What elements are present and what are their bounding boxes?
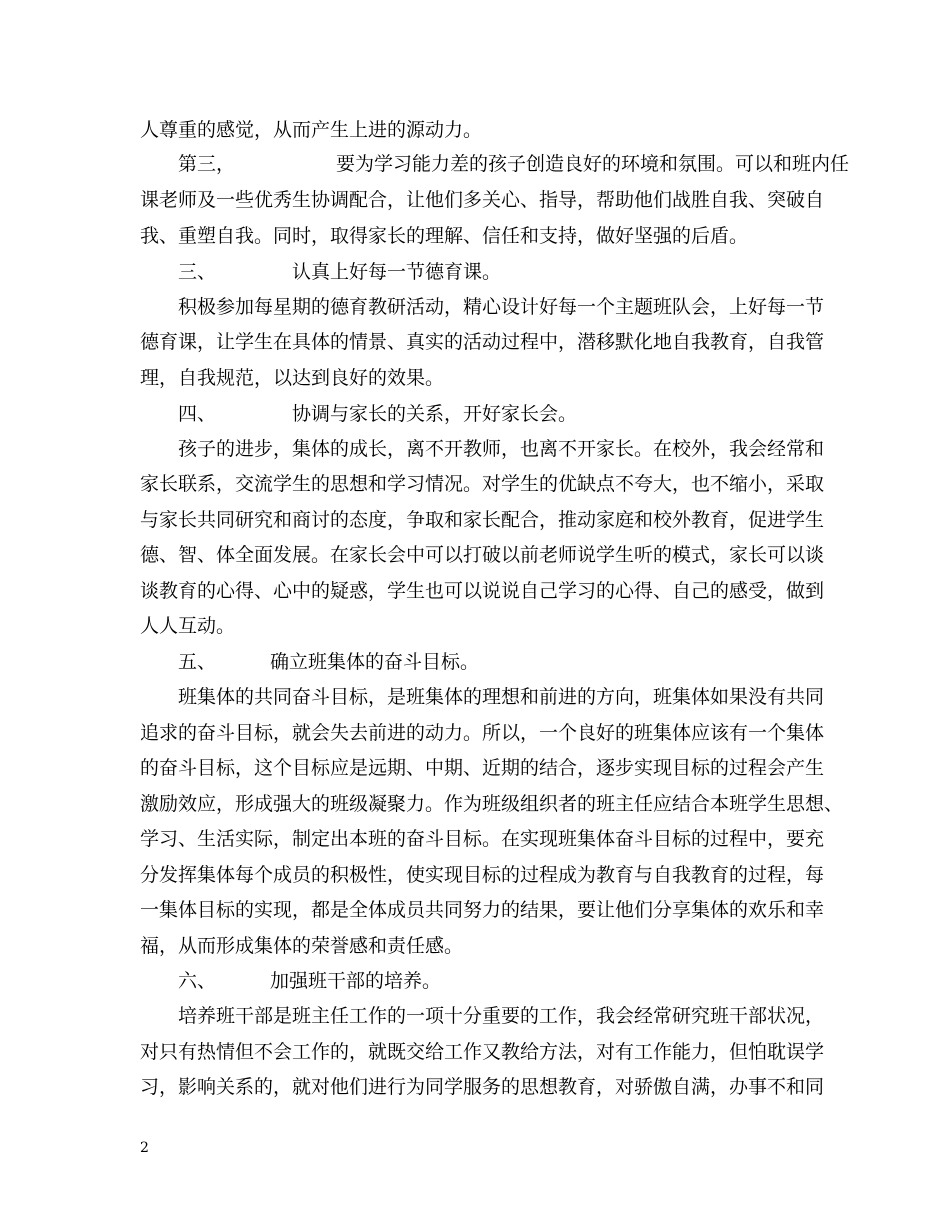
- paragraph-line: 谈教育的心得、心中的疑惑，学生也可以说说自己学习的心得、自己的感受，做到: [140, 580, 825, 602]
- paragraph-line: 德育课，让学生在具体的情景、真实的活动过程中，潜移默化地自我教育，自我管: [140, 331, 825, 353]
- paragraph-line: 的奋斗目标，这个目标应是远期、中期、近期的结合，逐步实现目标的过程会产生: [140, 757, 825, 779]
- section-number: 六、: [178, 970, 217, 992]
- paragraph-line: [178, 152, 849, 176]
- paragraph-line: 我、重塑自我。同时，取得家长的理解、信任和支持，做好坚强的后盾。: [140, 225, 749, 247]
- section-title: 加强班干部的培养。: [270, 970, 442, 992]
- section-number: 五、: [178, 651, 217, 673]
- section-heading: [178, 260, 501, 284]
- paragraph-line: 积极参加每星期的德育教研活动，精心设计好每一个主题班队会，上好每一节: [178, 296, 825, 318]
- section-title: 确立班集体的奋斗目标。: [270, 651, 480, 673]
- section-label: 第三，: [178, 153, 236, 175]
- paragraph-line: 德、智、体全面发展。在家长会中可以打破以前老师说学生听的模式，家长可以谈: [140, 544, 825, 566]
- paragraph-line: 与家长共同研究和商讨的态度，争取和家长配合，推动家庭和校外教育，促进学生: [140, 509, 825, 531]
- paragraph-line: 孩子的进步，集体的成长，离不开教师，也离不开家长。在校外，我会经常和: [178, 438, 825, 460]
- paragraph-line: 人尊重的感觉，从而产生上进的源动力。: [140, 119, 483, 141]
- paragraph-line: 分发挥集体每个成员的积极性，使实现目标的过程成为教育与自我教育的过程，每: [140, 864, 825, 886]
- section-heading: [178, 402, 577, 426]
- paragraph-line: 家长联系，交流学生的思想和学习情况。对学生的优缺点不夸大，也不缩小，采取: [140, 473, 825, 495]
- paragraph-line: 对只有热情但不会工作的，就既交给工作又教给方法，对有工作能力，但怕耽误学: [140, 1041, 825, 1063]
- paragraph-line: 一集体目标的实现，都是全体成员共同努力的结果，要让他们分享集体的欢乐和幸: [140, 899, 825, 921]
- section-number: 四、: [178, 403, 217, 425]
- paragraph-line: 人人互动。: [140, 615, 236, 637]
- paragraph-line: 理，自我规范，以达到良好的效果。: [140, 367, 445, 389]
- section-heading: [178, 969, 441, 993]
- paragraph-line: 学习、生活实际，制定出本班的奋斗目标。在实现班集体奋斗目标的过程中，要充: [140, 828, 825, 850]
- paragraph-line: 培养班干部是班主任工作的一项十分重要的工作，我会经常研究班干部状况，: [178, 1005, 825, 1027]
- paragraph-line: 习，影响关系的，就对他们进行为同学服务的思想教育，对骄傲自满，办事不和同: [140, 1076, 825, 1098]
- section-heading: [178, 650, 479, 674]
- page-number: 2: [140, 1140, 149, 1156]
- section-text: 要为学习能力差的孩子创造良好的环境和氛围。可以和班内任: [336, 153, 850, 175]
- paragraph-line: 追求的奋斗目标，就会失去前进的动力。所以，一个良好的班集体应该有一个集体: [140, 722, 825, 744]
- paragraph-line: 激励效应，形成强大的班级凝聚力。作为班级组织者的班主任应结合本班学生思想、: [140, 793, 844, 815]
- paragraph-line: 福，从而形成集体的荣誉感和责任感。: [140, 935, 464, 957]
- section-title: 协调与家长的关系，开好家长会。: [292, 403, 578, 425]
- section-number: 三、: [178, 261, 217, 283]
- paragraph-line: 班集体的共同奋斗目标，是班集体的理想和前进的方向，班集体如果没有共同: [178, 686, 825, 708]
- section-title: 认真上好每一节德育课。: [292, 261, 502, 283]
- paragraph-line: 课老师及一些优秀生协调配合，让他们多关心、指导，帮助他们战胜自我、突破自: [140, 189, 825, 211]
